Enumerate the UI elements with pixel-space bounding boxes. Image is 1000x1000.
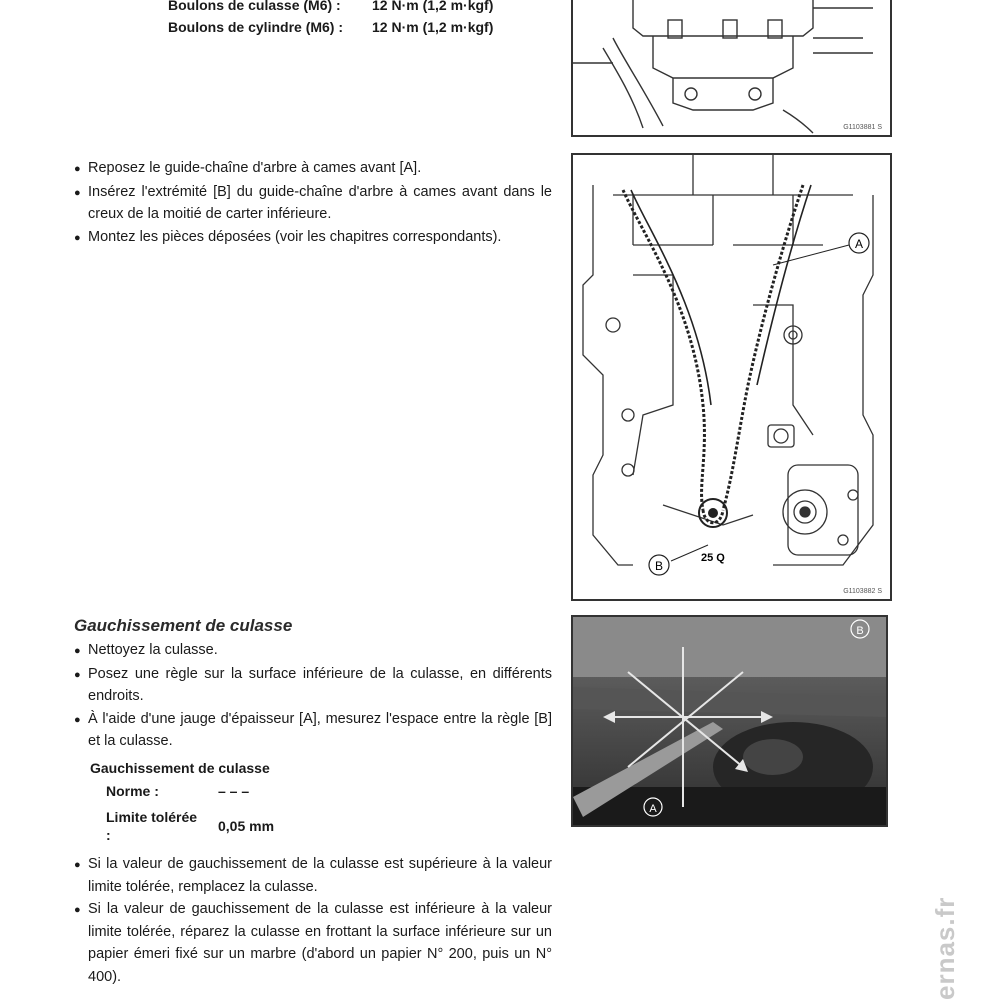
figure-cylinder-head-bolts: [571, 0, 892, 137]
torque-label: Boulons de cylindre (M6) :: [168, 19, 344, 35]
list-item: ● Reposez le guide-chaîne d'arbre à cames avant [A].: [74, 157, 552, 181]
torque-mark: 25 Q: [701, 552, 725, 564]
spec-warp-table: [90, 760, 274, 844]
list-item: ● Si la valeur de gauchissement de la culasse est inférieure à la valeur limite tolérée, réparez la culasse en frottant la surface inférieure sur un papier émeri fixé sur un marbre (d'abord un papier N° 200, puis un N° 400).: [74, 898, 552, 988]
torque-value: 12 N·m (1,2 m·kgf): [372, 0, 494, 13]
bullet-icon: ●: [74, 904, 81, 916]
instructions-reinstall: [74, 157, 552, 249]
bullet-icon: ●: [74, 163, 81, 175]
list-item: ● Posez une règle sur la surface inférieure de la culasse, en différents endroits.: [74, 663, 552, 708]
list-item: ● À l'aide d'une jauge d'épaisseur [A], mesurez l'espace entre la règle [B] et la culasse.: [74, 708, 552, 753]
bullet-icon: ●: [74, 645, 81, 657]
label-b: B: [654, 559, 664, 573]
label-b: B: [856, 625, 864, 637]
bullet-icon: ●: [74, 859, 81, 871]
label-a: A: [854, 237, 864, 251]
figure-code: G1103882 S: [843, 588, 882, 595]
spec-row-standard: Norme : – – –: [106, 783, 250, 799]
torque-value: 12 N·m (1,2 m·kgf): [372, 19, 494, 35]
instructions-warp-check: [74, 639, 552, 753]
bullet-icon: ●: [74, 186, 81, 199]
section-title: Gauchissement de culasse: [74, 616, 293, 635]
spec-row-limit: Limite tolérée : 0,05 mm: [106, 809, 275, 843]
bullet-icon: ●: [74, 713, 81, 726]
list-item: ● Nettoyez la culasse.: [74, 639, 552, 663]
list-item: ● Si la valeur de gauchissement de la culasse est supérieure à la valeur limite tolérée, remplacez la culasse.: [74, 853, 552, 898]
spec-title: Gauchissement de culasse: [90, 760, 270, 776]
list-item: ● Montez les pièces déposées (voir les chapitres correspondants).: [74, 226, 552, 250]
list-item: ● Insérez l'extrémité [B] du guide-chaîne d'arbre à cames avant dans le creux de la moitié de carter inférieure.: [74, 181, 552, 226]
figure-warp-measure-photo: [571, 615, 888, 827]
figure-code: G1103881 S: [843, 124, 882, 131]
label-a: A: [649, 803, 657, 815]
torque-row-cylinder-head: [168, 0, 493, 16]
torque-spec: [168, 0, 493, 38]
torque-label: Boulons de culasse (M6) :: [168, 0, 341, 13]
watermark: ernas.fr: [930, 896, 960, 1000]
bullet-icon: ●: [74, 668, 81, 681]
figure-cam-chain-guide: [571, 153, 892, 601]
torque-row-cylinder: [168, 16, 493, 38]
bullet-icon: ●: [74, 231, 81, 244]
instructions-warp-result: [74, 853, 552, 988]
